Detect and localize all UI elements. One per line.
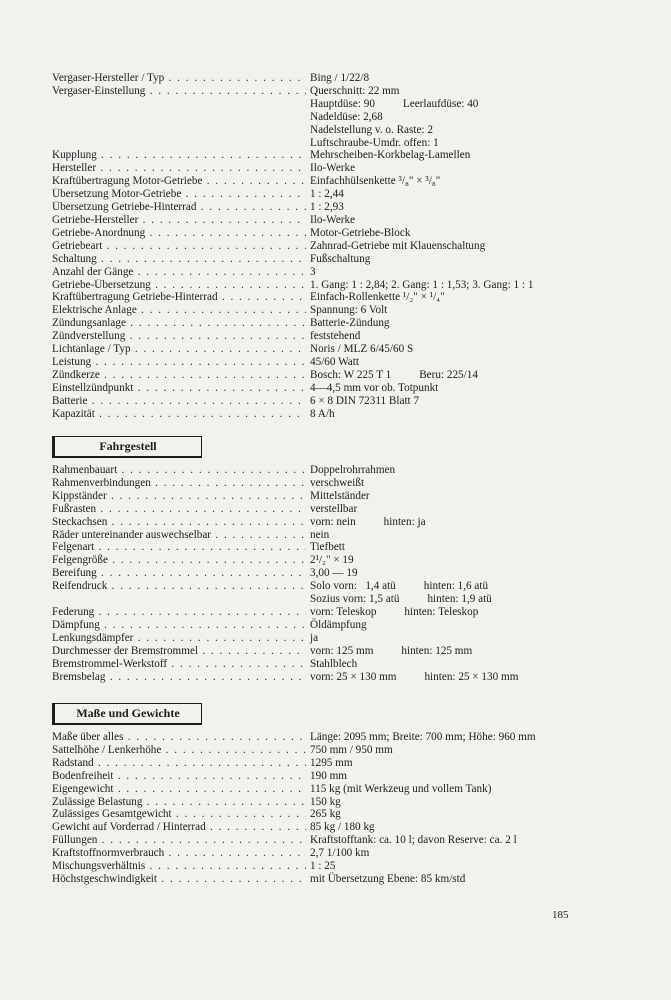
spec-value-line: 190 mm: [310, 769, 347, 782]
spec-label: Getriebe-Anordnung . . .: [52, 227, 306, 240]
spec-value-line: 150 kg: [310, 795, 341, 808]
spec-label: Steckachsen . . .: [52, 516, 306, 529]
spec-row: [52, 873, 582, 886]
spec-row: [52, 658, 582, 671]
spec-value: [306, 645, 582, 658]
spec-row: [52, 85, 582, 150]
spec-value: [306, 731, 582, 744]
spec-value-line: Zahnrad-Getriebe mit Klauenschaltung: [310, 239, 486, 252]
spec-label: Elektrische Anlage . . .: [52, 304, 306, 317]
spec-value-line: Noris / MLZ 6/45/60 S: [310, 343, 414, 356]
spec-value-line: Länge: 2095 mm; Breite: 700 mm; Höhe: 960 mm: [310, 731, 536, 743]
spec-row: [52, 343, 582, 356]
spec-value-line: 4—4,5 mm vor ob. Totpunkt: [310, 381, 439, 394]
spec-value-line: Solo vorn: 1,4 atü hinten: 1,6 atü: [310, 580, 489, 593]
spec-row: [52, 808, 582, 821]
spec-row: [52, 395, 582, 408]
section-heading-chassis: Fahrgestell: [52, 436, 202, 458]
spec-value: [306, 808, 582, 821]
spec-row: [52, 214, 582, 227]
spec-value-line: Mehrscheiben-Korkbelag-Lamellen: [310, 149, 471, 162]
spec-value-line: Einfachhülsenkette ³/₈" × ³/₈": [310, 175, 441, 188]
spec-label: Mischungsverhältnis . . .: [52, 860, 306, 873]
spec-label: Vergaser-Hersteller / Typ . . .: [52, 72, 306, 85]
spec-label: Kupplung . . .: [52, 149, 306, 162]
page-number: 185: [552, 909, 569, 921]
spec-label: Dämpfung . . .: [52, 619, 306, 632]
spec-row: [52, 744, 582, 757]
spec-value: [306, 860, 582, 873]
spec-label: Gewicht auf Vorderrad / Hinterrad . . .: [52, 821, 306, 834]
section-heading-dimensions: Maße und Gewichte: [52, 703, 202, 725]
spec-value-line: Ilo-Werke: [310, 213, 356, 226]
spec-label: Felgenart . . .: [52, 541, 306, 554]
section-heading-box-dimensions: [52, 703, 202, 725]
spec-label: Eigengewicht . . .: [52, 783, 306, 796]
spec-value: [306, 175, 582, 188]
spec-row: [52, 619, 582, 632]
spec-value-line: ja: [310, 631, 319, 644]
spec-value: [306, 464, 582, 477]
spec-value: [306, 266, 582, 279]
spec-value: [306, 162, 582, 175]
spec-value: [306, 240, 582, 253]
spec-value-line: nein: [310, 528, 330, 541]
spec-value: [306, 149, 582, 162]
spec-label: Lenkungsdämpfer . . .: [52, 632, 306, 645]
spec-value-line: Nadeldüse: 2,68: [310, 110, 383, 123]
spec-value: [306, 873, 582, 886]
spec-row: [52, 227, 582, 240]
spec-row: [52, 503, 582, 516]
spec-value: [306, 227, 582, 240]
spec-row: [52, 821, 582, 834]
dimensions-spec-list: [52, 731, 582, 886]
spec-row: [52, 382, 582, 395]
spec-label: Sattelhöhe / Lenkerhöhe . . .: [52, 744, 306, 757]
spec-label: Zündverstellung . . .: [52, 330, 306, 343]
spec-value-line: Querschnitt: 22 mm: [310, 84, 400, 97]
spec-row: [52, 175, 582, 188]
spec-value-line: 3: [310, 265, 316, 278]
spec-row: [52, 464, 582, 477]
spec-label: Bodenfreiheit . . .: [52, 770, 306, 783]
spec-row: [52, 72, 582, 85]
spec-value-line: Hauptdüse: 90 Leerlaufdüse: 40: [310, 97, 479, 110]
spec-value: [306, 796, 582, 809]
spec-row: [52, 632, 582, 645]
spec-row: [52, 567, 582, 580]
spec-value-line: vorn: 25 × 130 mm hinten: 25 × 130 mm: [310, 670, 519, 683]
spec-row: [52, 757, 582, 770]
spec-label: Vergaser-Einstellung . . .: [52, 85, 306, 98]
spec-label: Getriebeart . . .: [52, 240, 306, 253]
spec-label: Zündungsanlage . . .: [52, 317, 306, 330]
spec-label: Lichtanlage / Typ . . .: [52, 343, 306, 356]
spec-value-line: Bing / 1/22/8: [310, 72, 370, 84]
spec-label: Kraftübertragung Getriebe-Hinterrad . . .: [52, 291, 306, 304]
spec-value-line: Stahlblech: [310, 657, 358, 670]
spec-value-line: Doppelrohrrahmen: [310, 464, 396, 476]
spec-value: [306, 770, 582, 783]
spec-value: [306, 619, 582, 632]
spec-value-line: 8 A/h: [310, 407, 335, 420]
spec-label: Räder untereinander auswechselbar . . .: [52, 529, 306, 542]
spec-label: Durchmesser der Bremstrommel . . .: [52, 645, 306, 658]
spec-value: [306, 606, 582, 619]
spec-value: [306, 821, 582, 834]
spec-row: [52, 783, 582, 796]
spec-value: [306, 85, 582, 150]
spec-row: [52, 149, 582, 162]
spec-value-line: Öldämpfung: [310, 618, 367, 631]
spec-value-line: 45/60 Watt: [310, 355, 359, 368]
spec-row: [52, 529, 582, 542]
spec-value: [306, 72, 582, 85]
spec-value-line: 115 kg (mit Werkzeug und vollem Tank): [310, 782, 492, 795]
spec-label: Getriebe-Hersteller . . .: [52, 214, 306, 227]
spec-value-line: Bosch: W 225 T 1 Beru: 225/14: [310, 368, 478, 381]
spec-value-line: verstellbar: [310, 502, 358, 515]
spec-row: [52, 330, 582, 343]
spec-value: [306, 757, 582, 770]
spec-value: [306, 490, 582, 503]
spec-value: [306, 317, 582, 330]
spec-row: [52, 671, 582, 684]
spec-label: Kapazität . . .: [52, 408, 306, 421]
spec-value: [306, 554, 582, 567]
section-heading-box-chassis: [52, 436, 202, 458]
spec-value-line: verschweißt: [310, 476, 365, 489]
spec-row: [52, 253, 582, 266]
spec-value-line: feststehend: [310, 330, 361, 343]
spec-value: [306, 395, 582, 408]
spec-row: [52, 162, 582, 175]
spec-value-line: 1 : 2,93: [310, 201, 344, 214]
spec-row: [52, 796, 582, 809]
spec-value: [306, 408, 582, 421]
spec-value-line: Tiefbett: [310, 541, 346, 554]
spec-row: [52, 188, 582, 201]
spec-value: [306, 343, 582, 356]
spec-value: [306, 567, 582, 580]
spec-label: Übersetzung Motor-Getriebe . . .: [52, 188, 306, 201]
spec-value: [306, 304, 582, 317]
spec-value-line: Luftschraube-Umdr. offen: 1: [310, 136, 439, 149]
spec-value: [306, 529, 582, 542]
spec-label: Maße über alles . . .: [52, 731, 306, 744]
spec-value-line: vorn: nein hinten: ja: [310, 515, 426, 528]
spec-value-line: Nadelstellung v. o. Raste: 2: [310, 123, 433, 136]
spec-row: [52, 645, 582, 658]
spec-value: [306, 330, 582, 343]
spec-value: [306, 834, 582, 847]
spec-row: [52, 516, 582, 529]
spec-label: Rahmenbauart . . .: [52, 464, 306, 477]
spec-label: Federung . . .: [52, 606, 306, 619]
spec-label: Getriebe-Übersetzung . . .: [52, 279, 306, 292]
spec-value: [306, 744, 582, 757]
spec-value: [306, 356, 582, 369]
spec-row: [52, 369, 582, 382]
spec-value-line: vorn: 125 mm hinten: 125 mm: [310, 644, 473, 657]
spec-value: [306, 382, 582, 395]
spec-label: Kippständer . . .: [52, 490, 306, 503]
spec-value-line: Ilo-Werke: [310, 162, 356, 175]
spec-label: Einstellzündpunkt . . .: [52, 382, 306, 395]
spec-label: Fußrasten . . .: [52, 503, 306, 516]
spec-row: [52, 477, 582, 490]
spec-value: [306, 291, 582, 304]
spec-row: [52, 554, 582, 567]
spec-value: [306, 201, 582, 214]
spec-value-line: Spannung: 6 Volt: [310, 304, 388, 317]
spec-row: [52, 541, 582, 554]
spec-label: Schaltung . . .: [52, 253, 306, 266]
spec-value: [306, 658, 582, 671]
spec-label: Felgengröße . . .: [52, 554, 306, 567]
spec-row: [52, 770, 582, 783]
spec-value: [306, 503, 582, 516]
spec-row: [52, 606, 582, 619]
spec-label: Rahmenverbindungen . . .: [52, 477, 306, 490]
spec-value-line: vorn: Teleskop hinten: Teleskop: [310, 605, 479, 618]
engine-spec-list: [52, 72, 582, 420]
spec-value-line: 3,00 — 19: [310, 567, 358, 580]
spec-row: [52, 490, 582, 503]
spec-value: [306, 783, 582, 796]
spec-label: Leistung . . .: [52, 356, 306, 369]
spec-value: [306, 541, 582, 554]
spec-value: [306, 253, 582, 266]
spec-row: [52, 860, 582, 873]
spec-label: Batterie . . .: [52, 395, 306, 408]
spec-label: Höchstgeschwindigkeit . . .: [52, 873, 306, 886]
spec-row: [52, 408, 582, 421]
spec-value: [306, 477, 582, 490]
spec-value: [306, 214, 582, 227]
spec-label: Radstand . . .: [52, 757, 306, 770]
spec-value-line: Motor-Getriebe-Block: [310, 226, 411, 239]
spec-label: Zündkerze . . .: [52, 369, 306, 382]
spec-row: [52, 304, 582, 317]
spec-row: [52, 356, 582, 369]
spec-value-line: Sozius vorn: 1,5 atü hinten: 1,9 atü: [310, 593, 492, 606]
spec-label: Kraftstoffnormverbrauch . . .: [52, 847, 306, 860]
spec-row: [52, 317, 582, 330]
spec-label: Kraftübertragung Motor-Getriebe . . .: [52, 175, 306, 188]
spec-value-line: Fußschaltung: [310, 252, 371, 265]
spec-row: [52, 291, 582, 304]
spec-value: [306, 188, 582, 201]
spec-value: [306, 580, 582, 606]
spec-label: Füllungen . . .: [52, 834, 306, 847]
spec-value-line: 750 mm / 950 mm: [310, 743, 393, 756]
spec-row: [52, 834, 582, 847]
spec-value-line: 1295 mm: [310, 756, 353, 769]
spec-value-line: 2,7 1/100 km: [310, 847, 370, 860]
spec-value-line: 265 kg: [310, 808, 341, 821]
spec-value-line: Mittelständer: [310, 489, 370, 502]
spec-row: [52, 240, 582, 253]
spec-value: [306, 671, 582, 684]
spec-value: [306, 847, 582, 860]
spec-value: [306, 279, 582, 292]
spec-value-line: 1 : 2,44: [310, 188, 344, 201]
spec-row: [52, 580, 582, 606]
spec-value-line: 1 : 25: [310, 860, 336, 873]
spec-label: Übersetzung Getriebe-Hinterrad . . .: [52, 201, 306, 214]
chassis-spec-list: [52, 464, 582, 683]
spec-row: [52, 266, 582, 279]
spec-label: Zulässiges Gesamtgewicht . . .: [52, 808, 306, 821]
spec-value: [306, 632, 582, 645]
spec-row: [52, 201, 582, 214]
spec-value-line: Einfach-Rollenkette ¹/₂" × ¹/₄": [310, 291, 445, 304]
spec-row: [52, 279, 582, 292]
spec-label: Bereifung . . .: [52, 567, 306, 580]
spec-row: [52, 847, 582, 860]
spec-label: Bremsbelag . . .: [52, 671, 306, 684]
spec-value-line: Batterie-Zündung: [310, 317, 390, 330]
spec-value-line: Kraftstofftank: ca. 10 l; davon Reserve: ca. 2 l: [310, 834, 517, 847]
spec-label: Zulässige Belastung . . .: [52, 796, 306, 809]
spec-label: Reifendruck . . .: [52, 580, 306, 593]
spec-value-line: 6 × 8 DIN 72311 Blatt 7: [310, 394, 420, 407]
spec-value-line: 85 kg / 180 kg: [310, 821, 375, 834]
spec-value-line: 2¹/₂" × 19: [310, 554, 354, 567]
spec-label: Hersteller . . .: [52, 162, 306, 175]
spec-value-line: 1. Gang: 1 : 2,84; 2. Gang: 1 : 1,53; 3. Gang: 1 : 1: [310, 278, 534, 291]
spec-label: Bremstrommel-Werkstoff . . .: [52, 658, 306, 671]
spec-value: [306, 369, 582, 382]
spec-label: Anzahl der Gänge . . .: [52, 266, 306, 279]
spec-value-line: mit Übersetzung Ebene: 85 km/std: [310, 872, 466, 885]
spec-value: [306, 516, 582, 529]
spec-row: [52, 731, 582, 744]
